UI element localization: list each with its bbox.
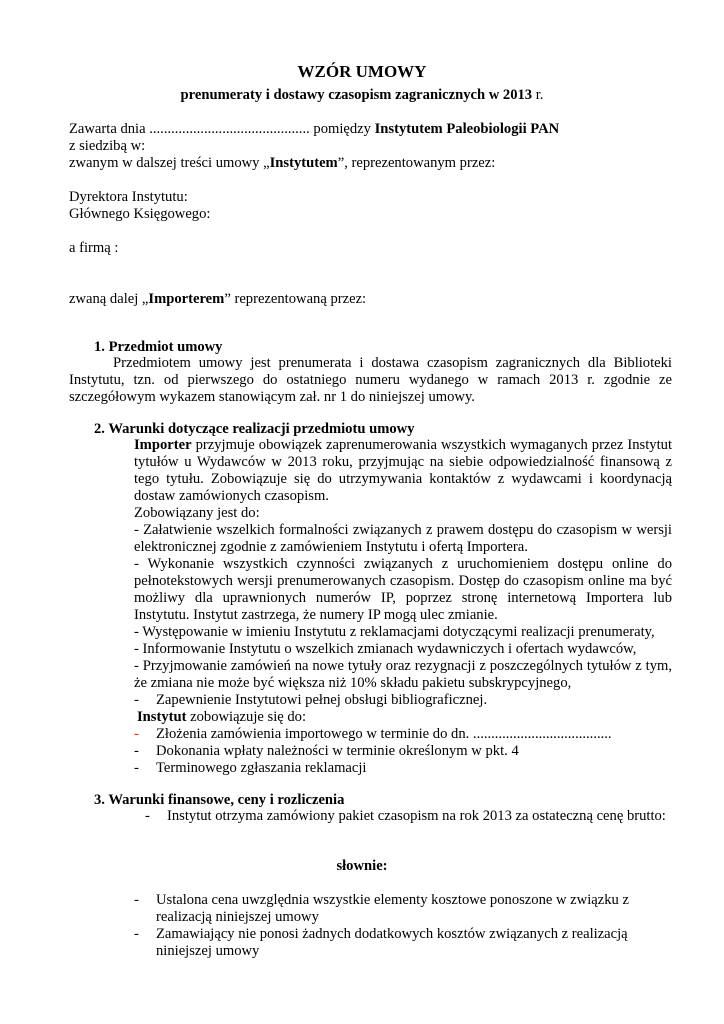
- intro-line-5: Głównego Księgowego:: [69, 206, 211, 222]
- section-2-line-5: Zobowiązany jest do:: [134, 505, 260, 521]
- dash-bullet: -: [134, 743, 139, 759]
- list-item-text: Dokonania wpłaty należności w terminie określonym w pkt. 4: [156, 743, 519, 759]
- section-2-line-13: - Informowanie Instytutu o wszelkich zmianach wydawniczych i ofertach wydawców,: [134, 641, 637, 657]
- dash-bullet: -: [145, 808, 150, 824]
- list-item-text: Ustalona cena uwzględnia wszystkie elementy kosztowe ponoszone w związku z: [156, 892, 629, 908]
- section-2-line-8: - Wykonanie wszystkich czynności związanych z uruchomieniem dostępu online do: [134, 556, 672, 572]
- section-1-heading: 1. Przedmiot umowy: [94, 339, 223, 355]
- intro-l3-c: ”, reprezentowanym przez:: [337, 155, 496, 171]
- dash-bullet: -: [134, 892, 139, 908]
- list-item: [134, 743, 519, 760]
- list-item-text: Zamawiający nie ponosi żadnych dodatkowych kosztów związanych z realizacją: [156, 926, 628, 942]
- section-2-heading: 2. Warunki dotyczące realizacji przedmiotu umowy: [94, 421, 415, 437]
- intro-date-text: Zawarta dnia ............................................ pomiędzy: [69, 121, 375, 137]
- list-item: [134, 726, 612, 743]
- section-3-heading: 3. Warunki finansowe, ceny i rozliczenia: [94, 792, 345, 808]
- institute-obligations-rest: zobowiązuje się do:: [186, 709, 307, 725]
- list-item-continuation: niniejszej umowy: [156, 943, 260, 959]
- list-item-text: Zapewnienie Instytutowi pełnej obsługi bibliograficznej.: [156, 692, 488, 708]
- institute-bold: Instytut: [137, 709, 187, 725]
- section-2-line-3: tego tytułu. Zobowiązuje się do utrzymywania kontaktów z wydawcami i koordynacją: [134, 471, 672, 487]
- institute-obligations: [137, 709, 306, 726]
- dash-bullet: -: [134, 692, 139, 708]
- section-1-p2: Instytutu, tzn. od pierwszego do ostatniego numeru wydanego w ramach 2013 r. zgodnie ze: [69, 372, 672, 388]
- subtitle-bold: prenumeraty i dostawy czasopism zagranicznych w 2013: [180, 87, 533, 103]
- section-2-line-11: Instytutu. Instytut zastrzega, że numery IP mogą ulec zmianie.: [134, 607, 498, 623]
- institute-name: Instytutem Paleobiologii PAN: [374, 121, 560, 137]
- list-item-text: Instytut otrzyma zamówiony pakiet czasopism na rok 2013 za ostateczną cenę brutto:: [167, 808, 666, 824]
- section-2-line-6: - Załatwienie wszelkich formalności związanych z prawem dostępu do czasopism w wersji: [134, 522, 672, 538]
- importer-bold: Importer: [134, 437, 192, 453]
- subtitle-tail: r.: [532, 87, 544, 103]
- list-item-continuation: realizacją niniejszej umowy: [156, 909, 319, 925]
- list-item: [134, 760, 367, 777]
- document-title: WZÓR UMOWY: [297, 62, 427, 81]
- section-2-line-12: - Występowanie w imieniu Instytutu z reklamacjami dotyczącymi realizacji prenumeraty,: [134, 624, 655, 640]
- intro-line-1: [69, 121, 559, 138]
- list-item-text: Terminowego zgłaszania reklamacji: [156, 760, 367, 776]
- section-2-line-10: możliwy dla uprawnionych numerów IP, poprzez stronę internetową Importera lub: [134, 590, 672, 606]
- intro-l3-a: zwanym w dalszej treści umowy „: [69, 155, 270, 171]
- slownie-label: słownie:: [336, 858, 388, 874]
- section-2-line-4: dostaw zamówionych czasopism.: [134, 488, 329, 504]
- section-1-p3: szczegółowym wykazem stanowiącym zał. nr 1 do niniejszej umowy.: [69, 389, 475, 405]
- section-2-line-1-rest: przyjmuje obowiązek zaprenumerowania wszystkich wymaganych przez Instytut: [191, 437, 672, 453]
- section-2-line-1: [134, 437, 672, 454]
- section-2-line-14: - Przyjmowanie zamówień na nowe tytuły oraz rezygnacji z poszczególnych tytułów z tym,: [134, 658, 672, 674]
- section-2-line-2: tytułów u Wydawców w 2013 roku, przyjmując na siebie odpowiedzialność finansową z: [134, 454, 672, 470]
- section-2-line-15: że zmiana nie może być większa niż 10% składu pakietu subskrypcyjnego,: [134, 675, 572, 691]
- intro-line-7: [69, 291, 366, 308]
- list-item-text: Złożenia zamówienia importowego w terminie do dn. ......................................: [156, 726, 612, 742]
- list-item: [145, 808, 666, 825]
- section-1-p1: Przedmiotem umowy jest prenumerata i dostawa czasopism zagranicznych dla Biblioteki: [113, 355, 672, 371]
- list-item: [134, 692, 487, 709]
- intro-l7-bold: Importerem: [148, 291, 225, 307]
- intro-line-3: [69, 155, 495, 172]
- dash-bullet: -: [134, 926, 139, 942]
- document-subtitle: [0, 87, 724, 104]
- intro-line-4: Dyrektora Instytutu:: [69, 189, 188, 205]
- list-item: [134, 926, 628, 943]
- intro-line-6: a firmą :: [69, 240, 119, 256]
- dash-bullet: -: [134, 760, 139, 776]
- section-2-line-9: pełnotekstowych wersji prenumerowanych czasopism. Dostęp do czasopism online ma być: [134, 573, 672, 589]
- dash-bullet: -: [134, 726, 139, 742]
- intro-l7-a: zwaną dalej „: [69, 291, 149, 307]
- intro-l7-c: ” reprezentowaną przez:: [224, 291, 367, 307]
- list-item: [134, 892, 629, 909]
- intro-l3-bold: Instytutem: [269, 155, 338, 171]
- section-2-line-7: elektronicznej zgodnie z zamówieniem Instytutu i ofertą Importera.: [134, 539, 528, 555]
- intro-line-2: z siedzibą w:: [69, 138, 146, 154]
